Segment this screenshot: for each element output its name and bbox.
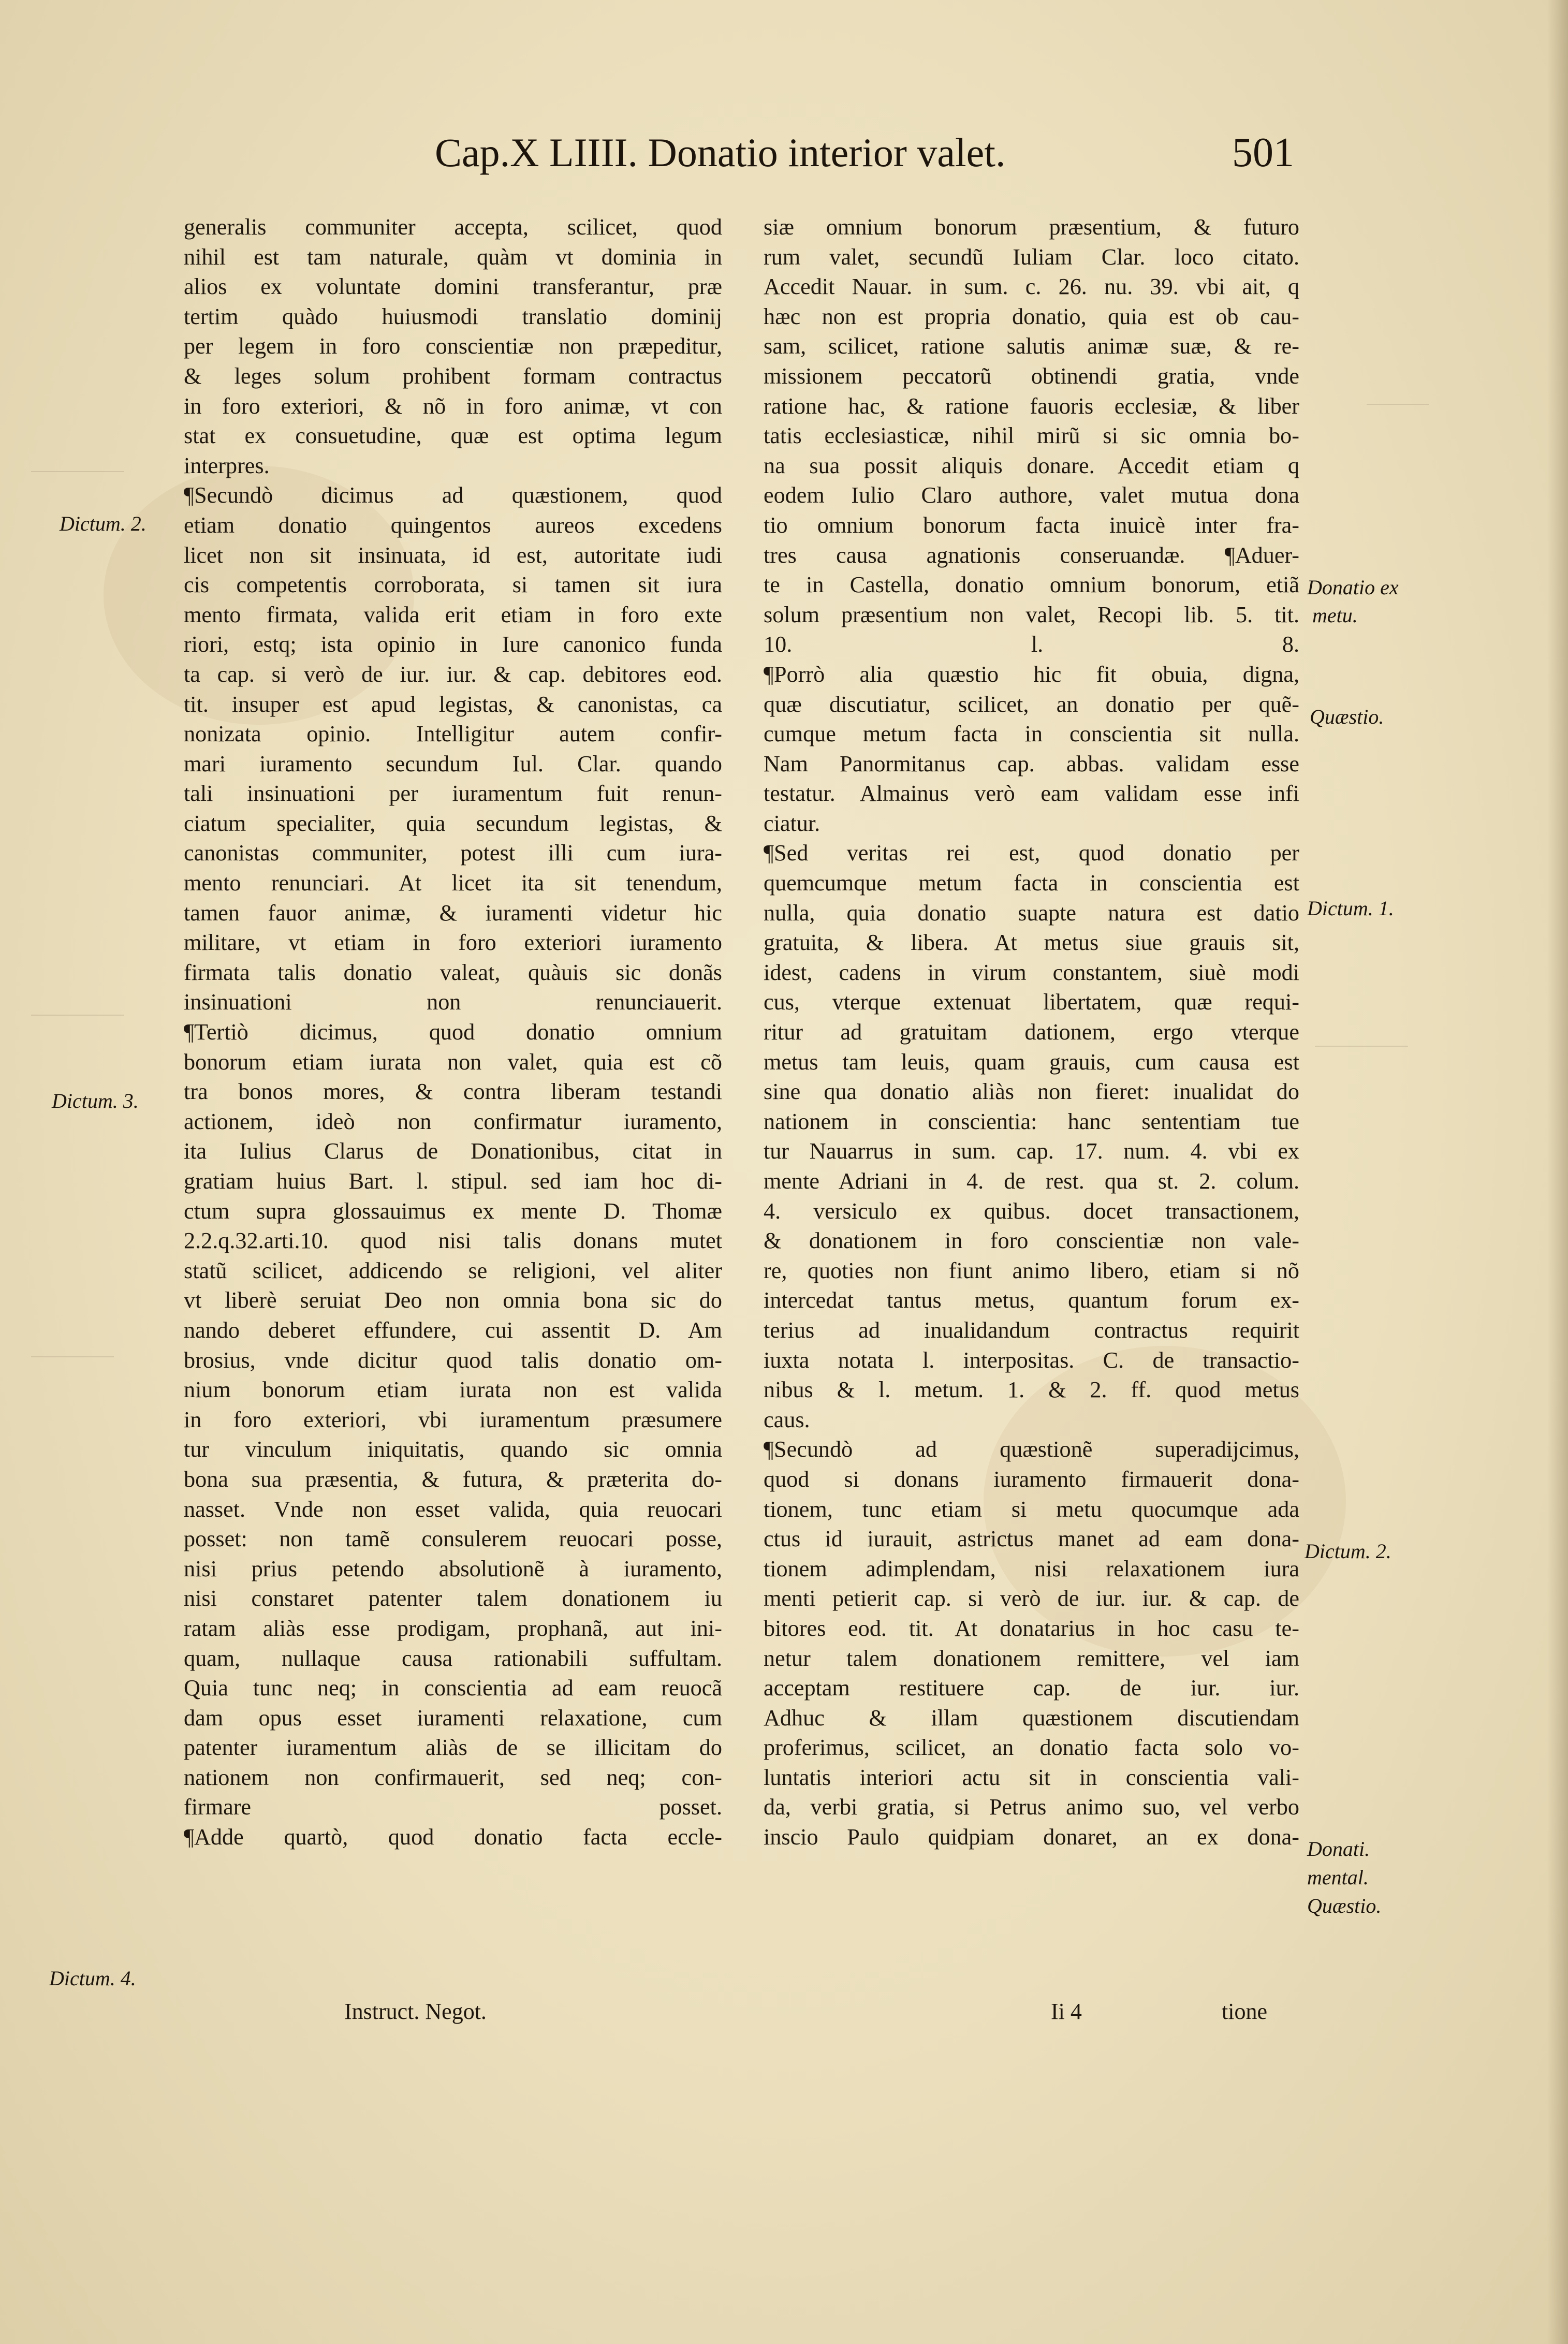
right-column-line: quæ discutiatur, scilicet, an donatio per quẽ- <box>764 691 1299 717</box>
right-column-line: eodem Iulio Claro authore, valet mutua dona <box>764 482 1299 508</box>
margin-note-mental: mental. <box>1307 1866 1369 1889</box>
right-column-line: ¶Secundò ad quæstionẽ superadijcimus, <box>764 1437 1299 1462</box>
right-column-line: ¶Porrò alia quæstio hic fit obuia, digna, <box>764 661 1299 687</box>
right-column-line: 10. l. 8. <box>764 632 1299 657</box>
left-column-line: 2.2.q.32.arti.10. quod nisi talis donans mutet <box>184 1228 722 1254</box>
left-column-line: vt liberè seruiat Deo non omnia bona sic do <box>184 1287 722 1313</box>
right-column-line: cumque metum facta in conscientia sit nulla. <box>764 721 1299 747</box>
left-column-line: mento renunciari. At licet ita sit tenendum, <box>184 870 722 896</box>
bleed-through-mark <box>1367 388 1429 405</box>
left-column-line: bonorum etiam iurata non valet, quia est cõ <box>184 1049 722 1075</box>
right-column-line: metus tam leuis, quam grauis, cum causa est <box>764 1049 1299 1075</box>
right-column-line: sam, scilicet, ratione salutis animæ suæ, & re- <box>764 333 1299 359</box>
right-column-line: da, verbi gratia, si Petrus animo suo, vel verbo <box>764 1794 1299 1820</box>
left-column-line: statũ scilicet, addicendo se religioni, vel aliter <box>184 1257 722 1283</box>
right-column-line: gratuita, & libera. At metus siue grauis sit, <box>764 930 1299 956</box>
left-column-line: nisi constaret patenter talem donationem iu <box>184 1586 722 1612</box>
right-column-line: terius ad inualidandum contractus requirit <box>764 1317 1299 1343</box>
left-column-line: stat ex consuetudine, quæ est optima legum <box>184 423 722 449</box>
right-column-line: ratione hac, & ratione fauoris ecclesiæ, & liber <box>764 393 1299 419</box>
margin-note-metu: metu. <box>1312 604 1358 627</box>
right-column-line: ciatur. <box>764 810 820 836</box>
left-column-line: licet non sit insinuata, id est, autoritate iudi <box>184 542 722 568</box>
left-column-line: militare, vt etiam in foro exteriori iuramento <box>184 930 722 956</box>
right-column-line: caus. <box>764 1407 810 1432</box>
right-column-line: na sua possit aliquis donare. Accedit etiam q <box>764 452 1299 478</box>
right-column-line: ¶Sed veritas rei est, quod donatio per <box>764 840 1299 866</box>
right-column-line: & donationem in foro conscientiæ non vale- <box>764 1228 1299 1254</box>
bleed-through-mark <box>31 1341 114 1357</box>
left-column-line: tra bonos mores, & contra liberam testandi <box>184 1079 722 1105</box>
right-column-line: Nam Panormitanus cap. abbas. validam esse <box>764 751 1299 777</box>
folio-number: 501 <box>1232 130 1294 175</box>
left-column-line: nisi prius petendo absolutionẽ à iuramento, <box>184 1556 722 1581</box>
left-column-line: nonizata opinio. Intelligitur autem confir- <box>184 721 722 747</box>
left-column-line: ratam aliàs esse prodigam, prophanã, aut ini- <box>184 1615 722 1641</box>
page-edge-shadow <box>1547 0 1568 2344</box>
right-column-line: tres causa agnationis conseruandæ. ¶Aduer- <box>764 542 1299 568</box>
left-column-line: in foro exteriori, vbi iuramentum præsumere <box>184 1407 722 1432</box>
left-column-line: nando deberet effundere, cui assentit D. Am <box>184 1317 722 1343</box>
right-column-line: solum præsentium non valet, Recopi lib. 5. tit. <box>764 602 1299 627</box>
left-column-line: ¶Tertiò dicimus, quod donatio omnium <box>184 1019 722 1045</box>
left-column-line: nihil est tam naturale, quàm vt dominia in <box>184 244 722 270</box>
right-column-line: nibus & l. metum. 1. & 2. ff. quod metus <box>764 1377 1299 1403</box>
right-column-line: rum valet, secundũ Iuliam Clar. loco citato. <box>764 244 1299 270</box>
right-column-line: Adhuc & illam quæstionem discutiendam <box>764 1705 1299 1731</box>
right-column-line: nationem in conscientia: hanc sententiam tue <box>764 1108 1299 1134</box>
left-text-column <box>184 212 722 1852</box>
bleed-through-mark <box>1315 1030 1408 1047</box>
right-column-line: ctus id iurauit, astrictus manet ad eam dona- <box>764 1526 1299 1552</box>
left-column-line: etiam donatio quingentos aureos excedens <box>184 512 722 538</box>
right-column-line: idest, cadens in virum constantem, siuè modi <box>764 959 1299 985</box>
margin-note-quaestio: Quæstio. <box>1310 705 1384 728</box>
right-column-line: cus, vterque extenuat libertatem, quæ requi- <box>764 989 1299 1015</box>
left-column-line: ctum supra glossauimus ex mente D. Thomæ <box>184 1198 722 1224</box>
left-column-line: firmare posset. <box>184 1794 722 1820</box>
right-column-line: luntatis interiori actu sit in conscientia vali- <box>764 1764 1299 1790</box>
page-header <box>435 129 1315 192</box>
left-column-line: & leges solum prohibent formam contractus <box>184 363 722 389</box>
left-column-line: tali insinuationi per iuramentum fuit renun- <box>184 781 722 807</box>
margin-note-dictum-1: Dictum. 1. <box>1307 897 1394 920</box>
right-column-line: nulla, quia donatio suapte natura est datio <box>764 900 1299 926</box>
left-column-line: ta cap. si verò de iur. iur. & cap. debitores eod. <box>184 661 722 687</box>
left-column-line: gratiam huius Bart. l. stipul. sed iam hoc di- <box>184 1168 722 1194</box>
left-column-line: ciatum specialiter, quia secundum legistas, & <box>184 810 722 836</box>
margin-note-quaestio-2: Quæstio. <box>1307 1894 1382 1917</box>
right-column-line: te in Castella, donatio omnium bonorum, etiã <box>764 572 1299 598</box>
right-column-line: bitores eod. tit. At donatarius in hoc casu te- <box>764 1615 1299 1641</box>
right-column-line: re, quoties non fiunt animo libero, etiam si nõ <box>764 1257 1299 1283</box>
running-title: Cap.X LIIII. Donatio interior valet. <box>435 130 1006 175</box>
left-column-line: nasset. Vnde non esset valida, quia reuocari <box>184 1496 722 1522</box>
left-column-line: quam, nullaque causa rationabili suffultam. <box>184 1645 722 1671</box>
left-column-line: alios ex voluntate domini transferantur, præ <box>184 274 722 300</box>
right-column-line: tionem adimplendam, nisi relaxationem iura <box>764 1556 1299 1581</box>
margin-note-dictum-3: Dictum. 3. <box>52 1089 139 1112</box>
right-column-line: iuxta notata l. interpositas. C. de transactio- <box>764 1347 1299 1373</box>
right-column-line: menti petierit cap. si verò de iur. iur. & cap. de <box>764 1586 1299 1612</box>
right-column-line: missionem peccatorũ obtinendi gratia, vnde <box>764 363 1299 389</box>
left-column-line: generalis communiter accepta, scilicet, quod <box>184 214 722 240</box>
footer-catchword: tione <box>1222 1999 1267 2024</box>
margin-note-dictum-4: Dictum. 4. <box>49 1967 136 1990</box>
right-column-line: 4. versiculo ex quibus. docet transactionem, <box>764 1198 1299 1224</box>
left-column-line: ¶Adde quartò, quod donatio facta eccle- <box>184 1824 722 1850</box>
right-column-line: netur talem donationem remittere, vel iam <box>764 1645 1299 1671</box>
left-column-line: cis competentis corroborata, si tamen sit iura <box>184 572 722 598</box>
left-column-line: canonistas communiter, potest illi cum iura- <box>184 840 722 866</box>
right-column-line: intercedat tantus metus, quantum forum ex- <box>764 1287 1299 1313</box>
bleed-through-mark <box>31 456 124 472</box>
right-column-line: inscio Paulo quidpiam donaret, an ex dona- <box>764 1824 1299 1850</box>
left-column-line: per legem in foro conscientiæ non præpeditur, <box>184 333 722 359</box>
left-column-line: mento firmata, valida erit etiam in foro exte <box>184 602 722 627</box>
left-column-line: tit. insuper est apud legistas, & canonistas, ca <box>184 691 722 717</box>
right-column-line: quod si donans iuramento firmauerit dona- <box>764 1466 1299 1492</box>
left-column-line: tertim quàdo huiusmodi translatio dominij <box>184 303 722 329</box>
left-column-line: insinuationi non renunciauerit. <box>184 989 722 1015</box>
right-column-line: tur Nauarrus in sum. cap. 17. num. 4. vbi ex <box>764 1138 1299 1164</box>
margin-note-donatio-ex: Donatio ex <box>1307 576 1399 599</box>
bleed-through-mark <box>31 999 124 1016</box>
margin-note-dictum-2-right: Dictum. 2. <box>1305 1540 1391 1563</box>
right-column-line: quemcumque metum facta in conscientia est <box>764 870 1299 896</box>
footer-signature-mark: Ii 4 <box>1051 1999 1082 2024</box>
right-text-column <box>764 212 1299 1852</box>
right-column-line: ritur ad gratuitam dationem, ergo vterque <box>764 1019 1299 1045</box>
left-column-line: nationem non confirmauerit, sed neq; con- <box>184 1764 722 1790</box>
right-column-line: hæc non est propria donatio, quia est ob cau- <box>764 303 1299 329</box>
left-column-line: nium bonorum etiam iurata non est valida <box>184 1377 722 1403</box>
right-column-line: tionem, tunc etiam si metu quocumque ada <box>764 1496 1299 1522</box>
right-column-line: tatis ecclesiasticæ, nihil mirũ si sic omnia bo- <box>764 423 1299 449</box>
margin-note-dictum-2: Dictum. 2. <box>60 512 146 535</box>
left-column-line: brosius, vnde dicitur quod talis donatio om- <box>184 1347 722 1373</box>
right-column-line: siæ omnium bonorum præsentium, & futuro <box>764 214 1299 240</box>
right-column-line: sine qua donatio aliàs non fieret: inualidat do <box>764 1079 1299 1105</box>
left-column-line: actionem, ideò non confirmatur iuramento, <box>184 1108 722 1134</box>
right-column-line: acceptam restituere cap. de iur. iur. <box>764 1675 1299 1701</box>
left-column-line: patenter iuramentum aliàs de se illicitam do <box>184 1735 722 1761</box>
left-column-line: Quia tunc neq; in conscientia ad eam reuocã <box>184 1675 722 1701</box>
right-column-line: Accedit Nauar. in sum. c. 26. nu. 39. vbi ait, q <box>764 274 1299 300</box>
right-column-line: proferimus, scilicet, an donatio facta solo vo- <box>764 1735 1299 1761</box>
right-column-line: tio omnium bonorum facta inuicè inter fra- <box>764 512 1299 538</box>
left-column-line: riori, estq; ista opinio in Iure canonico funda <box>184 632 722 657</box>
left-column-line: ita Iulius Clarus de Donationibus, citat in <box>184 1138 722 1164</box>
left-column-line: in foro exteriori, & nõ in foro animæ, vt con <box>184 393 722 419</box>
left-column-line: posset: non tamẽ consulerem reuocari posse, <box>184 1526 722 1552</box>
left-column-line: firmata talis donatio valeat, quàuis sic donãs <box>184 959 722 985</box>
left-column-line: ¶Secundò dicimus ad quæstionem, quod <box>184 482 722 508</box>
left-column-line: dam opus esset iuramenti relaxatione, cum <box>184 1705 722 1731</box>
left-column-line: tamen fauor animæ, & iuramenti videtur hic <box>184 900 722 926</box>
left-column-line: tur vinculum iniquitatis, quando sic omnia <box>184 1437 722 1462</box>
left-column-line: mari iuramento secundum Iul. Clar. quando <box>184 751 722 777</box>
footer-signature-title: Instruct. Negot. <box>344 1999 487 2024</box>
right-column-line: mente Adriani in 4. de rest. qua st. 2. colum. <box>764 1168 1299 1194</box>
left-column-line: interpres. <box>184 452 270 478</box>
right-column-line: testatur. Almainus verò eam validam esse infi <box>764 781 1299 807</box>
left-column-line: bona sua præsentia, & futura, & præterita do- <box>184 1466 722 1492</box>
margin-note-donati: Donati. <box>1307 1837 1370 1860</box>
